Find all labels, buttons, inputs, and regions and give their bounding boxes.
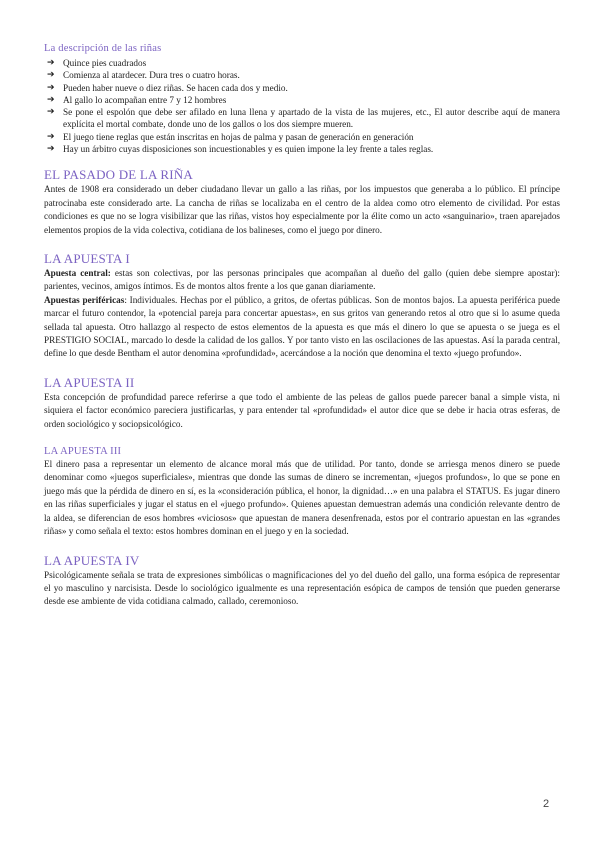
paragraph-apuesta-central: Apuesta central: estas son colectivas, por las personas principales que acompañan al dueño del gallo (quien debe siempre apostar): parientes, vecinos, amigos íntimos. Es de montos altos frente a los que ganan diariamente.	[44, 268, 560, 292]
bullet-item: ➔ El juego tiene reglas que están inscritas en hojas de palma y pasan de generación en generación	[47, 131, 414, 142]
section-descripcion	[44, 42, 560, 155]
description-bullet-list	[44, 57, 560, 155]
bullet-item: ➔ Al gallo lo acompañan entre 7 y 12 hombres	[47, 94, 227, 105]
section-apuesta-3	[44, 445, 560, 538]
arrow-icon: ➔	[47, 70, 55, 81]
arrow-icon: ➔	[47, 58, 55, 68]
section-title-pasado: EL PASADO DE LA RIÑA	[44, 167, 193, 183]
spacer	[44, 237, 560, 251]
spacer	[44, 155, 560, 167]
paragraph-apuesta-3: El dinero pasa a representar un elemento de alcance moral más que de utilidad. Por tanto, donde se arriesga menos dinero se puede denominar como «juegos superficiales», mientras que donde las sumas de dinero se incrementan, «juegos profundos», lo que se pone en juego más que la pérdida de dinero en sí, es la «consideración pública, el honor, la dignidad…» en una palabra el STATUS. Es jugar dinero en las riñas superficiales y jugar el status en el «juego profundo». Quienes apuestan demuestran además una condición relevante dentro de la aldea, se diferencian de esos hombres «viciosos» que apuestan de manera desenfrenada, estos por el contrario apuestan en las «grandes riñas» y como señala el texto: estos hombres dominan en el juego y en la sociedad.	[44, 459, 560, 537]
section-title-apuesta-2: LA APUESTA II	[44, 374, 135, 390]
paragraph-pasado: Antes de 1908 era considerado un deber ciudadano llevar un gallo a las riñas, por los impuestos que generaba a lo público. El príncipe patrocinaba este considerado arte. La cancha de riñas se localizaba en el centro de la aldea como otro elemento de civilidad. Por estas condiciones es que no se logra visibilizar que las riñas, vistos hoy especialmente por la élite como un acto «sanguinario», traen aparejados elementos propios de la vida colectiva, cotidiana de los balineses, como el juego por dinero.	[44, 184, 560, 235]
section-title-apuesta-4: LA APUESTA IV	[44, 552, 140, 568]
bullet-item: ➔ Quince pies cuadrados	[47, 58, 147, 68]
arrow-icon: ➔	[47, 94, 55, 105]
section-apuesta-1	[44, 251, 560, 361]
bullet-item: ➔ Se pone el espolón que debe ser afilado en luna llena y apartado de la vista de las mujeres, etc., El autor describe aquí de manera explícita el mortal combate, donde uno de los gallos o los dos siempre mueren.	[47, 107, 560, 130]
section-apuesta-2	[44, 375, 560, 431]
section-apuesta-4	[44, 553, 560, 609]
arrow-icon: ➔	[47, 82, 55, 93]
page-content	[44, 42, 560, 609]
section-title-apuesta-1: LA APUESTA I	[44, 251, 130, 266]
arrow-icon: ➔	[47, 131, 55, 142]
spacer	[44, 361, 560, 375]
section-title-apuesta-3: LA APUESTA III	[44, 446, 122, 458]
term-apuestas-perifericas: Apuestas periféricas	[44, 294, 125, 305]
section-title-descripcion: La descripción de las riñas	[44, 43, 162, 54]
section-pasado	[44, 167, 560, 237]
term-apuesta-central: Apuesta central:	[44, 268, 111, 278]
spacer	[44, 539, 560, 553]
spacer	[44, 431, 560, 445]
page-number: 2	[543, 798, 550, 810]
bullet-item: ➔ Comienza al atardecer. Dura tres o cuatro horas.	[47, 70, 240, 81]
bullet-item: ➔ Pueden haber nueve o diez riñas. Se hacen cada dos y medio.	[47, 82, 288, 93]
arrow-icon: ➔	[47, 107, 55, 118]
arrow-icon: ➔	[47, 144, 55, 155]
paragraph-apuesta-4: Psicológicamente señala se trata de expresiones simbólicas o magnificaciones del yo del dueño del gallo, una forma esópica de representar el yo masculino y narcisista. Desde lo sociológico igualmente es una representación esópica de campos de tensión que pueden generarse desde ese ambiente de vida cotidiana calmado, callado, ceremonioso.	[44, 569, 560, 607]
paragraph-apuesta-2: Esta concepción de profundidad parece referirse a que todo el ambiente de las peleas de gallos puede parecer banal a simple vista, ni siquiera el factor económico pareciera justificarlas, y para entender tal «profundidad» el autor dice que se debe ir hacia otras esferas, de orden sociológico y sociopsicológico.	[44, 391, 560, 429]
bullet-item: ➔ Hay un árbitro cuyas disposiciones son incuestionables y es quien impone la ley frente a tales reglas.	[47, 144, 434, 155]
paragraph-apuestas-perifericas: Apuestas periféricas: Individuales. Hechas por el público, a gritos, de ofertas públicas. Son de montos bajos. La apuesta periférica puede marcar el futuro contendor, la «potencial pareja para concertar apuestas», en sus gritos van generando retos al otro que si lo asume queda sellada tal apuesta. Otro hallazgo al respecto de estos elementos de la apuesta es que más el dinero lo que se apuesta o se juega es el PRESTIGIO SOCIAL, marcado lo desde la calidad de los gallos. Y por tanto visto en las oscilaciones de las apuestas. Así la parada central, define lo que desde Bentham el autor denomina «profundidad», acercándose a la noción que denomina el texto «juego profundo».	[44, 294, 560, 359]
